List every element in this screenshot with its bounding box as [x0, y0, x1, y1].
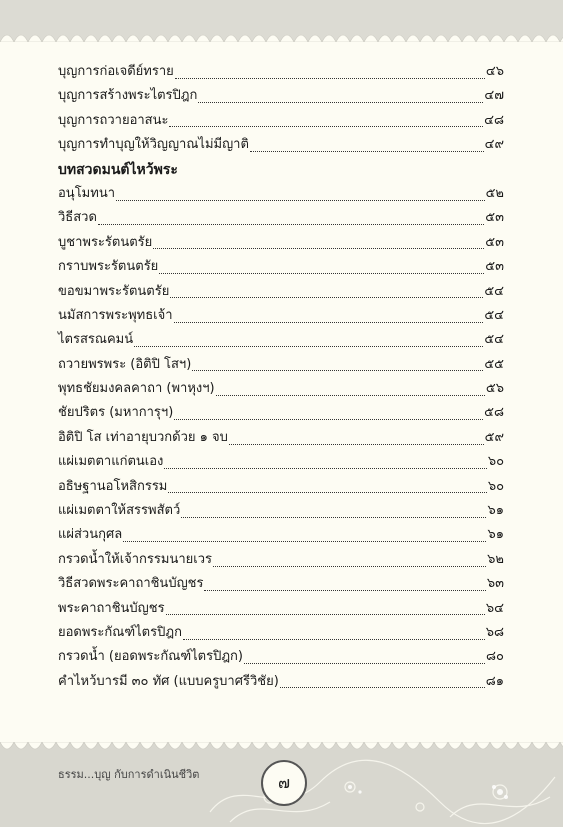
lace-scallop — [448, 742, 462, 749]
lace-scallop — [56, 35, 70, 42]
toc-dot-leader — [204, 590, 485, 591]
toc-entry-page-number: ๘๑ — [485, 673, 504, 689]
toc-entry-page-number: ๕๓ — [485, 259, 504, 275]
lace-scallop — [406, 742, 420, 749]
toc-dot-leader — [159, 273, 484, 274]
toc-dot-leader — [244, 663, 485, 664]
lace-scallop — [196, 35, 210, 42]
book-title-footer: ธรรม...บุญ กับการดำเนินชีวิต — [58, 768, 200, 781]
lace-scallop — [140, 742, 154, 749]
toc-entry-page-number: ๕๒ — [485, 185, 504, 201]
lace-scallop — [434, 35, 448, 42]
toc-dot-leader — [213, 566, 486, 567]
toc-entry-page-number: ๔๘ — [484, 112, 504, 128]
toc-entry — [58, 597, 504, 621]
lace-scallop — [336, 35, 350, 42]
lace-scallop — [462, 742, 476, 749]
toc-entry-page-number: ๔๖ — [485, 64, 504, 79]
lace-scallop — [420, 35, 434, 42]
lace-scallop — [196, 742, 210, 749]
toc-entry — [58, 255, 504, 279]
toc-dot-leader — [198, 102, 483, 103]
lace-scallop — [378, 742, 392, 749]
toc-dot-leader — [169, 126, 483, 127]
lace-scallop — [126, 742, 140, 749]
toc-entry — [58, 426, 504, 450]
toc-dot-leader — [174, 419, 483, 420]
lace-scallop — [504, 742, 518, 749]
lace-scallop — [252, 35, 266, 42]
toc-entry — [58, 548, 504, 572]
toc-entry-page-number: ๖๘ — [485, 624, 504, 640]
toc-entry-title: บุญการถวายอาสนะ — [58, 112, 169, 128]
toc-entry-page-number: ๖๑ — [487, 527, 504, 543]
lace-scallop — [238, 35, 252, 42]
lace-scallop — [42, 742, 56, 749]
toc-entry-title: บุญการทำบุญให้วิญญาณไม่มีญาติ — [58, 137, 249, 153]
lace-scallop — [168, 742, 182, 749]
lace-scallop — [518, 742, 532, 749]
toc-entry-title: อธิษฐานอโหสิกรรม — [58, 478, 168, 494]
toc-entry — [58, 523, 504, 547]
toc-dot-leader — [164, 468, 486, 469]
toc-entry-title: ชัยปริตร (มหาการุฯ) — [58, 405, 174, 421]
toc-entry-page-number: ๔๙ — [484, 137, 504, 153]
toc-dot-leader — [250, 151, 484, 152]
toc-dot-leader — [183, 639, 485, 640]
lace-scallop — [168, 35, 182, 42]
lace-scallop — [112, 35, 126, 42]
lace-scallop — [490, 35, 504, 42]
toc-entry — [58, 475, 504, 499]
page-number: ๗ — [261, 760, 307, 806]
lace-scallop — [294, 35, 308, 42]
toc-dot-leader — [192, 370, 483, 371]
toc-entry — [58, 401, 504, 425]
toc-dot-leader — [168, 492, 486, 493]
lace-scallop — [322, 742, 336, 749]
toc-entry-page-number: ๖๐ — [487, 454, 504, 470]
toc-entry-page-number: ๖๓ — [486, 576, 504, 592]
toc-entry-title: ขอขมาพระรัตนตรัย — [58, 283, 170, 299]
toc-entry-title: แผ่เมตตาแก่ตนเอง — [58, 454, 164, 470]
lace-scallop — [70, 742, 84, 749]
lace-scallop — [434, 742, 448, 749]
lace-scallop — [350, 742, 364, 749]
top-decorative-border — [0, 0, 563, 42]
table-of-contents — [58, 60, 504, 694]
toc-entry-page-number: ๕๔ — [484, 307, 504, 323]
lace-scallop — [154, 742, 168, 749]
lace-scallop — [280, 35, 294, 42]
lace-scallop — [448, 35, 462, 42]
lace-scallop — [322, 35, 336, 42]
lace-scallop — [308, 742, 322, 749]
lace-scallop — [126, 35, 140, 42]
toc-entry-title: ถวายพรพระ (อิติปิ โสฯ) — [58, 356, 192, 372]
toc-dot-leader — [229, 444, 484, 445]
lace-scallop — [0, 742, 14, 749]
toc-entry — [58, 182, 504, 206]
lace-scallop — [546, 35, 560, 42]
toc-entry — [58, 109, 504, 133]
toc-entry — [58, 304, 504, 328]
toc-entry-title: พุทธชัยมงคลคาถา (พาหุงฯ) — [58, 381, 215, 397]
toc-dot-leader — [174, 322, 484, 323]
lace-scallop — [490, 742, 504, 749]
lace-scallop — [252, 742, 266, 749]
lace-scallop — [84, 35, 98, 42]
toc-dot-leader — [123, 541, 486, 542]
lace-scallop — [112, 742, 126, 749]
lace-scallop — [238, 742, 252, 749]
toc-entry — [58, 206, 504, 230]
lace-scallop — [182, 35, 196, 42]
lace-scallop — [14, 35, 28, 42]
toc-entry-title: กราบพระรัตนตรัย — [58, 259, 159, 275]
lace-scallop — [280, 742, 294, 749]
toc-dot-leader — [216, 395, 485, 396]
toc-entry-title: กรวดน้ำ (ยอดพระกัณฑ์ไตรปิฎก) — [58, 649, 243, 665]
toc-entry-page-number: ๕๔ — [484, 283, 504, 299]
toc-entry-title: อิติปิ โส เท่าอายุบวกด้วย ๑ จบ — [58, 429, 228, 445]
lace-scallop — [518, 35, 532, 42]
lace-scallop — [504, 35, 518, 42]
lace-scallop — [364, 35, 378, 42]
toc-entry-title: บทสวดมนต์ไหว้พระ — [58, 161, 178, 178]
lace-scallop — [98, 742, 112, 749]
toc-entry-title: พระคาถาชินบัญชร — [58, 600, 165, 616]
toc-entry-title: แผ่เมตตาให้สรรพสัตว์ — [58, 503, 181, 519]
lace-scallop — [476, 742, 490, 749]
toc-entry-title: คำไหว้บารมี ๓๐ ทัศ (แบบครูบาศรีวิชัย) — [58, 673, 279, 689]
lace-scallop — [308, 35, 322, 42]
lace-scallop — [406, 35, 420, 42]
lace-scallop — [532, 35, 546, 42]
lace-scallop — [0, 35, 14, 42]
lace-scallop — [294, 742, 308, 749]
toc-dot-leader — [153, 248, 484, 249]
toc-entry-title: วิธีสวดพระคาถาชินบัญชร — [58, 576, 204, 592]
lace-scallop — [154, 35, 168, 42]
toc-entry-page-number: ๖๒ — [487, 551, 504, 567]
toc-entry-page-number: ๕๔ — [484, 332, 504, 348]
lace-scallop — [392, 35, 406, 42]
lace-border-top — [0, 28, 563, 42]
lace-scallop — [14, 742, 28, 749]
toc-entry-page-number: ๕๕ — [484, 356, 504, 372]
toc-entry-page-number: ๕๙ — [484, 429, 504, 445]
lace-scallop — [42, 35, 56, 42]
toc-entry — [58, 328, 504, 352]
toc-entry — [58, 84, 504, 108]
toc-entry-page-number: ๖๑ — [487, 503, 504, 519]
toc-dot-leader — [280, 687, 485, 688]
toc-entry-page-number: ๘๐ — [486, 649, 504, 665]
toc-entry-title: ยอดพระกัณฑ์ไตรปิฎก — [58, 624, 182, 640]
toc-entry-title: แผ่ส่วนกุศล — [58, 527, 123, 543]
toc-dot-leader — [134, 346, 483, 347]
toc-entry — [58, 499, 504, 523]
toc-dot-leader — [166, 614, 485, 615]
toc-entry — [58, 60, 504, 84]
floral-ornament-icon — [200, 752, 563, 827]
toc-entry — [58, 353, 504, 377]
toc-entry-page-number: ๕๓ — [485, 210, 504, 226]
lace-scallop — [56, 742, 70, 749]
toc-entry — [58, 621, 504, 645]
toc-entry-title: กรวดน้ำให้เจ้ากรรมนายเวร — [58, 551, 212, 567]
lace-scallop — [364, 742, 378, 749]
lace-scallop — [224, 742, 238, 749]
toc-entry — [58, 670, 504, 694]
toc-entry-page-number: ๖๐ — [487, 478, 504, 494]
toc-entry — [58, 231, 504, 255]
toc-entry-title: อนุโมทนา — [58, 185, 116, 201]
toc-entry — [58, 572, 504, 596]
lace-scallop — [182, 742, 196, 749]
toc-entry-title: นมัสการพระพุทธเจ้า — [58, 307, 173, 323]
toc-entry-title: บุญการสร้างพระไตรปิฎก — [58, 88, 198, 104]
lace-scallop — [266, 742, 280, 749]
lace-scallop — [420, 742, 434, 749]
toc-entry — [58, 450, 504, 474]
lace-scallop — [336, 742, 350, 749]
toc-entry-page-number: ๕๘ — [484, 405, 504, 421]
toc-dot-leader — [181, 517, 486, 518]
lace-scallop — [210, 742, 224, 749]
toc-entry-title: บูชาพระรัตนตรัย — [58, 234, 153, 250]
lace-scallop — [462, 35, 476, 42]
toc-entry — [58, 133, 504, 157]
toc-entry — [58, 377, 504, 401]
toc-entry-page-number: ๖๔ — [485, 600, 504, 616]
toc-entry-title: บุญการก่อเจดีย์ทราย — [58, 64, 174, 79]
toc-dot-leader — [98, 224, 484, 225]
lace-scallop — [98, 35, 112, 42]
lace-scallop — [28, 35, 42, 42]
lace-scallop — [266, 35, 280, 42]
lace-scallop — [532, 742, 546, 749]
lace-scallop — [378, 35, 392, 42]
toc-entry — [58, 280, 504, 304]
lace-scallop — [210, 35, 224, 42]
toc-dot-leader — [175, 78, 485, 79]
toc-section-heading — [58, 158, 504, 182]
lace-scallop — [350, 35, 364, 42]
lace-scallop — [546, 742, 560, 749]
toc-dot-leader — [170, 297, 483, 298]
lace-scallop — [140, 35, 154, 42]
toc-entry-page-number: ๕๖ — [485, 381, 504, 397]
lace-scallop — [224, 35, 238, 42]
lace-scallop — [28, 742, 42, 749]
lace-scallop — [476, 35, 490, 42]
toc-entry-page-number: ๔๗ — [484, 88, 504, 104]
toc-entry-title: ไตรสรณคมน์ — [58, 332, 134, 348]
toc-entry-page-number: ๕๓ — [485, 234, 504, 250]
toc-entry — [58, 645, 504, 669]
toc-dot-leader — [116, 200, 485, 201]
lace-scallop — [392, 742, 406, 749]
toc-entry-title: วิธีสวด — [58, 210, 97, 226]
lace-scallop — [84, 742, 98, 749]
lace-scallop — [70, 35, 84, 42]
